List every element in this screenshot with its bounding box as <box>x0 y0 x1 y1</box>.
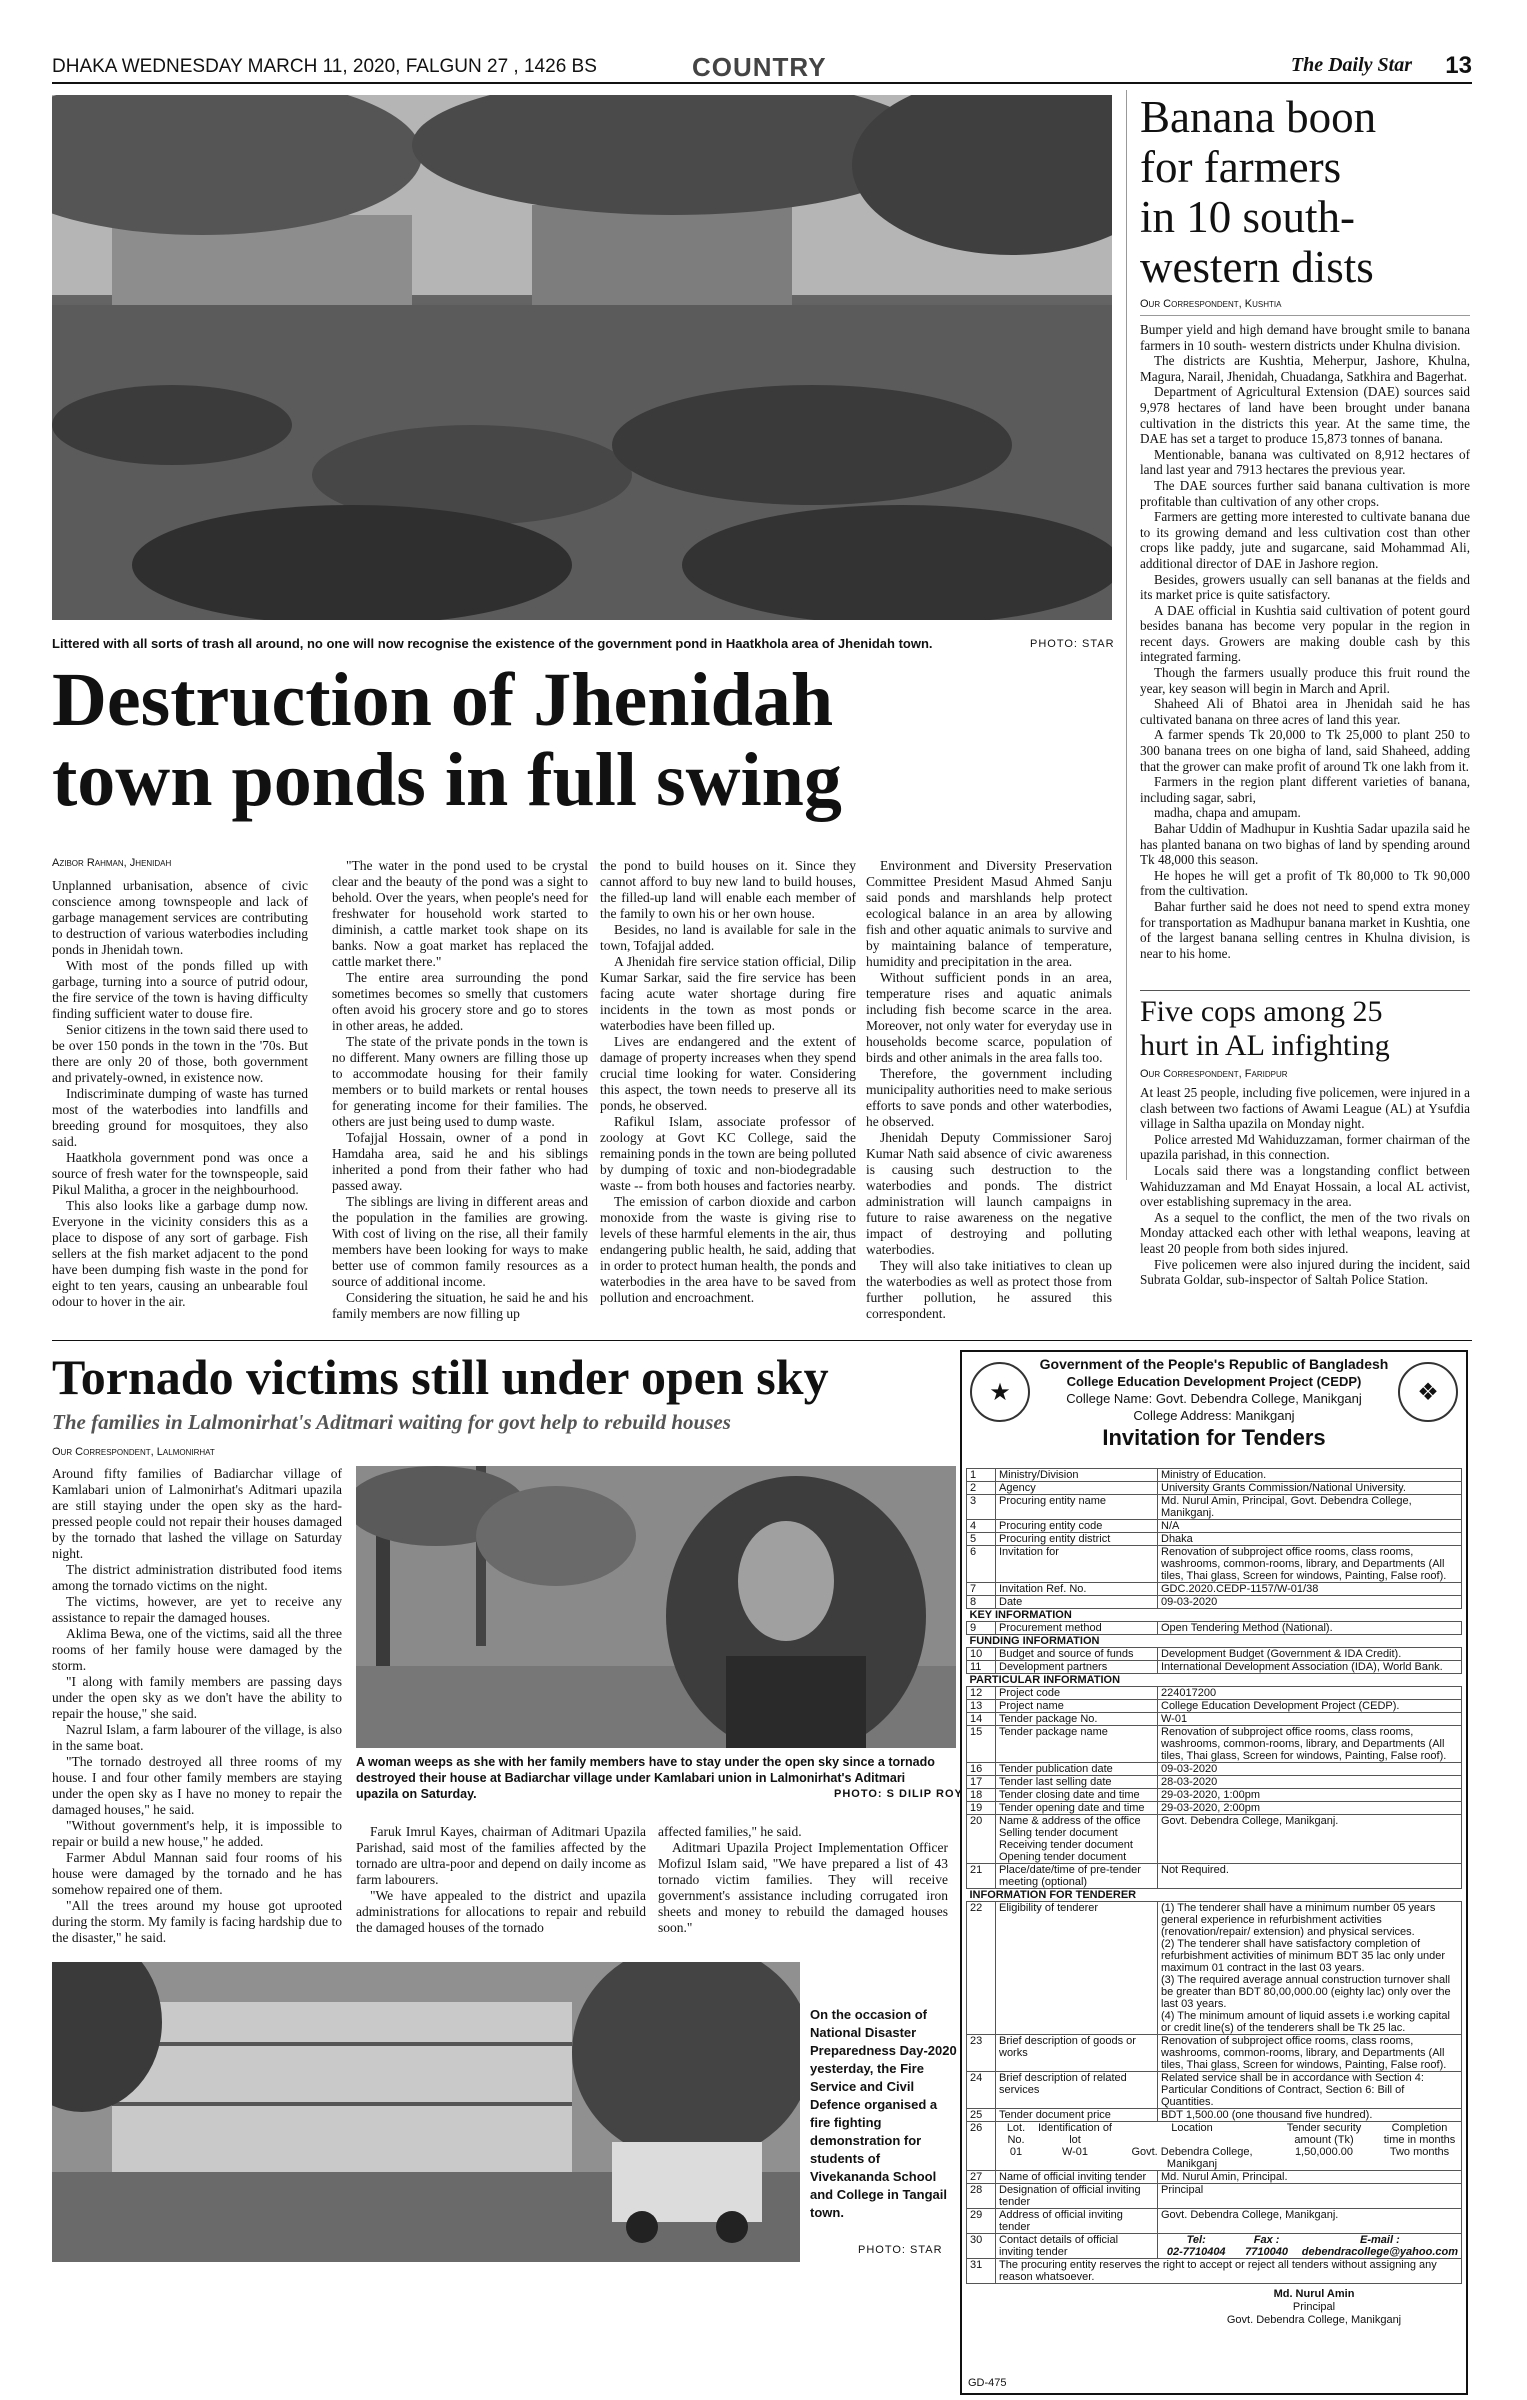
lot-value: Two months <box>1389 2146 1450 2158</box>
paragraph: Five policemen were also injured during the incident, said Subrata Goldar, sub-inspector of Saltah Police Station. <box>1140 1256 1470 1288</box>
row-number: 5 <box>967 1533 996 1546</box>
tender-section-heading <box>967 1889 1462 1902</box>
paragraph: A DAE official in Kushtia said cultivation of potent gourd besides banana has become very popular in the region in recent days. Growers are making double cash by this integrated farming. <box>1140 602 1470 665</box>
jhenidah-column-4 <box>866 858 1112 1322</box>
row-label: Name & address of the office Selling tender document Receiving tender document Opening tender document <box>996 1815 1158 1864</box>
row-value <box>1158 2234 1462 2259</box>
pond-photo-caption: Littered with all sorts of trash all around, no one will now recognise the existence of the government pond in Haatkhola area of Jhenidah town. <box>52 636 933 651</box>
paragraph: Rafikul Islam, associate professor of zoology at Govt KC College, said the remaining ponds in the town are being polluted by dumping of toxic and non-biodegradable waste -- from both houses and factories nearby. <box>600 1114 856 1193</box>
contact-email: debendracollege@yahoo.com <box>1301 2246 1458 2258</box>
tender-row <box>967 1622 1462 1635</box>
contact-tel: 02-7710404 <box>1166 2246 1226 2258</box>
row-value: 28-03-2020 <box>1158 1776 1462 1789</box>
lot-value: 1,50,000.00 <box>1294 2146 1354 2158</box>
row-value: Govt. Debendra College, Manikganj. <box>1158 2209 1462 2234</box>
row-number: 14 <box>967 1713 996 1726</box>
lot-value: W-01 <box>1061 2146 1089 2158</box>
tender-row <box>967 1546 1462 1583</box>
cops-headline-line: hurt in AL infighting <box>1140 1029 1390 1062</box>
row-number: 16 <box>967 1763 996 1776</box>
pond-photo-credit: PHOTO: STAR <box>1030 638 1115 650</box>
row-label: Tender opening date and time <box>996 1802 1158 1815</box>
paragraph: "I along with family members are passing days under the open sky as we don't have the ability to repair the house," she said. <box>52 1674 342 1721</box>
paragraph: Considering the situation, he said he and his family members are now filling up <box>332 1290 588 1321</box>
row-value: 224017200 <box>1158 1687 1462 1700</box>
row-label: Procurement method <box>996 1622 1158 1635</box>
row-number: 24 <box>967 2072 996 2109</box>
tender-row <box>967 1533 1462 1546</box>
row-label: Procuring entity name <box>996 1495 1158 1520</box>
row-value: W-01 <box>1158 1713 1462 1726</box>
row-number: 23 <box>967 2035 996 2072</box>
tender-row <box>967 2184 1462 2209</box>
tender-row <box>967 1482 1462 1495</box>
tender-row-reserve <box>967 2259 1462 2284</box>
tender-row <box>967 1596 1462 1609</box>
tender-ref: GD-475 <box>968 2377 1007 2389</box>
jhenidah-column-3 <box>600 858 856 1306</box>
tender-title-gov: Government of the People's Republic of Bangladesh <box>1039 1356 1389 1372</box>
paragraph: The siblings are living in different areas and the population in the families are growing. With cost of living on the rise, all their family members have been looking for ways to make better use of common family resources as a source of additional income. <box>332 1194 588 1289</box>
header-rule <box>52 82 1472 84</box>
row-number: 17 <box>967 1776 996 1789</box>
paragraph: Mentionable, banana was cultivated on 8,912 hectares of land last year and 7913 hectares the previous year. <box>1140 446 1470 478</box>
paragraph: "We have appealed to the district and upazila administrations for allocations to repair and rebuild the damaged houses of the tornado <box>356 1888 646 1935</box>
row-value: Related service shall be in accordance with Section 4: Particular Conditions of Contract, Section 6: Bill of Quantities. <box>1158 2072 1462 2109</box>
row-number: 6 <box>967 1546 996 1583</box>
paragraph: Environment and Diversity Preservation Committee President Masud Ahmed Sanju said ponds and marshlands help protect ecological balance in an area by allowing fish and other aquatic animals to survive and by maintaining balance of temperature, humidity and precipitation in the area. <box>866 858 1112 969</box>
tender-title-address: College Address: Manikganj <box>1133 1408 1295 1423</box>
paragraph: At least 25 people, including five policemen, were injured in a clash between two factions of Awami League (AL) at Ysufdia village in Saltha upazila on Monday night. <box>1140 1085 1470 1132</box>
tender-row <box>967 1802 1462 1815</box>
row-value: Not Required. <box>1158 1864 1462 1889</box>
row-label: Tender publication date <box>996 1763 1158 1776</box>
tornado-column-3 <box>658 1824 948 1936</box>
tender-header <box>966 1356 1462 1468</box>
row-value: 29-03-2020, 2:00pm <box>1158 1802 1462 1815</box>
tornado-photo-illustration <box>356 1466 956 1748</box>
eligibility-item: (3) The required average annual construction turnover shall be greater than BDT 80,00,000.00 (eighty lac) only over the last 03 years. <box>1161 1974 1451 2010</box>
paragraph: The DAE sources further said banana cultivation is more profitable than cultivation of any other crops. <box>1140 477 1470 509</box>
paragraph: Around fifty families of Badiarchar village of Kamlabari union of Lalmonirhat's Aditmari upazila are still staying under the open sky as the hard-pressed people could not repair their houses damaged by the tornado that lashed the village on Saturday night. <box>52 1466 342 1561</box>
row-number: 30 <box>967 2234 996 2259</box>
tender-row <box>967 1776 1462 1789</box>
tender-row <box>967 2171 1462 2184</box>
row-label: Project code <box>996 1687 1158 1700</box>
paragraph: Police arrested Md Wahiduzzaman, former chairman of the upazila parishad, in this connection. <box>1140 1131 1470 1163</box>
tender-row <box>967 2072 1462 2109</box>
cedp-logo-icon: ❖ <box>1398 1362 1458 1422</box>
paragraph: Unplanned urbanisation, absence of civic conscience among townspeople and lack of garbage management services are contributing to destruction of various waterbodies including ponds in Jhenidah town. <box>52 878 308 957</box>
section-heading-text: INFORMATION FOR TENDERER <box>967 1889 1462 1902</box>
tender-table <box>966 1468 1462 2284</box>
banana-body <box>1140 322 1470 961</box>
paragraph: The entire area surrounding the pond sometimes becomes so smelly that customers often avoid his grocery store and go to stores in other areas, he added. <box>332 970 588 1033</box>
tornado-headline: Tornado victims still under open sky <box>52 1349 829 1405</box>
paragraph: Tofajjal Hossain, owner of a pond in Hamdaha area, said he and his siblings inherited a pond from their father who had passed away. <box>332 1130 588 1193</box>
row-value: University Grants Commission/National University. <box>1158 1482 1462 1495</box>
tender-signature <box>1166 2288 1462 2327</box>
college-logo-icon: ★ <box>970 1362 1030 1422</box>
tender-row <box>967 2035 1462 2072</box>
jhenidah-headline-line2: town ponds in full swing <box>52 738 842 822</box>
row-value: Development Budget (Government & IDA Credit). <box>1158 1648 1462 1661</box>
jhenidah-byline: Azibor Rahman, Jhenidah <box>52 857 172 869</box>
row-label: Procuring entity code <box>996 1520 1158 1533</box>
paragraph: madha, chapa and amupam. <box>1154 805 1301 821</box>
row-number: 15 <box>967 1726 996 1763</box>
row-label: Invitation for <box>996 1546 1158 1583</box>
row-number: 12 <box>967 1687 996 1700</box>
lot-header: Location <box>1171 2122 1213 2134</box>
section-rule <box>52 1340 1472 1341</box>
paragraph: Farmer Abdul Mannan said four rooms of his house were damaged by the tornado and he has somehow repaired one of them. <box>52 1850 342 1897</box>
paragraph: The district administration distributed food items among the tornado victims on the night. <box>52 1562 342 1593</box>
signatory-college: Govt. Debendra College, Manikganj <box>1226 2314 1402 2326</box>
paragraph: Besides, no land is available for sale in the town, Tofajjal added. <box>600 922 856 953</box>
paragraph: A Jhenidah fire service station official, Dilip Kumar Sarkar, said the fire service has been facing acute water shortage during fire incidents in the town as most ponds or waterbodies have been filled up. <box>600 954 856 1033</box>
row-number: 1 <box>967 1469 996 1482</box>
paragraph: Farmers in the region plant different varieties of banana, including sagar, sabri, <box>1140 774 1470 805</box>
paragraph: Farmers are getting more interested to cultivate banana due to its growing demand and less cultivation cost than other crops like paddy, jute and sugarcane, said Mohammad Ali, additional director of DAE in Jashore region. <box>1140 509 1470 571</box>
paragraph: Department of Agricultural Extension (DAE) sources said 9,978 hectares of land have been brought under banana cultivation in the districts this year. At the same time, the DAE has set a target to produce 15,873 tonnes of banana. <box>1140 384 1470 447</box>
paragraph: They will also take initiatives to clean up the waterbodies as well as protect those from further pollution, he assured this correspondent. <box>866 1258 1112 1321</box>
cops-headline <box>1140 995 1470 1063</box>
paragraph: Aditmari Upazila Project Implementation Officer Mofizul Islam said, "We have prepared a list of 43 tornado victim families. They will receive government's assistance including corrugated iron sheets and money to rebuild the damaged houses soon." <box>658 1840 948 1935</box>
row-value: College Education Development Project (CEDP). <box>1158 1700 1462 1713</box>
row-number: 26 <box>967 2122 996 2171</box>
paragraph: the pond to build houses on it. Since they cannot afford to buy new land to build houses, the filled-up land will enable each member of the family to own his or her own house. <box>600 858 856 921</box>
row-value: 09-03-2020 <box>1158 1763 1462 1776</box>
banana-headline-line: in 10 south- <box>1140 192 1356 242</box>
row-number: 22 <box>967 1902 996 2035</box>
tender-section-heading <box>967 1674 1462 1687</box>
pond-photo-illustration <box>52 95 1112 620</box>
tender-row <box>967 1700 1462 1713</box>
row-label: Agency <box>996 1482 1158 1495</box>
tender-row <box>967 2109 1462 2122</box>
row-label: Tender last selling date <box>996 1776 1158 1789</box>
tender-section-heading <box>967 1635 1462 1648</box>
row-label: Brief description of goods or works <box>996 2035 1158 2072</box>
jhenidah-column-1 <box>52 878 308 1310</box>
row-number: 20 <box>967 1815 996 1864</box>
tender-section-heading <box>967 1609 1462 1622</box>
row-label: Tender closing date and time <box>996 1789 1158 1802</box>
fire-drill-photo <box>52 1962 800 2262</box>
jhenidah-column-2 <box>332 858 588 1322</box>
lot-header: Identification of lot <box>1038 2122 1112 2146</box>
tornado-byline: Our Correspondent, Lalmonirhat <box>52 1446 215 1458</box>
row-number: 21 <box>967 1864 996 1889</box>
tender-row-contact <box>967 2234 1462 2259</box>
row-label: Development partners <box>996 1661 1158 1674</box>
row-number: 4 <box>967 1520 996 1533</box>
tender-row <box>967 1815 1462 1864</box>
paragraph: "The tornado destroyed all three rooms of my house. I and four other family members are staying under the open sky as I have no money to repair the damaged houses," he said. <box>52 1754 342 1817</box>
row-label: Procuring entity district <box>996 1533 1158 1546</box>
paragraph: With most of the ponds filled up with garbage, turning into a source of putrid odour, the fire service of the town is having difficulty finding sufficient water to douse fire. <box>52 958 308 1021</box>
fire-drill-credit: PHOTO: STAR <box>858 2244 943 2256</box>
page-header <box>52 52 1472 82</box>
paragraph: Indiscriminate dumping of waste has turned most of the waterbodies into landfills and breeding ground for mosquitoes, they also said. <box>52 1086 308 1149</box>
eligibility-item: (1) The tenderer shall have a minimum number 05 years general experience in refurbishment activities (renovation/repair/ extension) and physical services. <box>1161 1902 1436 1938</box>
tender-row <box>967 1583 1462 1596</box>
paragraph: He hopes he will get a profit of Tk 80,000 to Tk 90,000 from the cultivation. <box>1140 867 1470 899</box>
row-label: Contact details of official inviting tender <box>996 2234 1158 2259</box>
row-value: Ministry of Education. <box>1158 1469 1462 1482</box>
paragraph: Bumper yield and high demand have brought smile to banana farmers in 10 south- western districts under Khulna division. <box>1140 322 1470 353</box>
row-value: 09-03-2020 <box>1158 1596 1462 1609</box>
row-value: The procuring entity reserves the right to accept or reject all tenders without assigning any reason whatsoever. <box>996 2259 1462 2284</box>
paragraph: "All the trees around my house got uprooted during the storm. My family is facing hardship due to the disaster," he said. <box>52 1898 342 1945</box>
row-number: 31 <box>967 2259 996 2284</box>
lot-header: Completion time in months <box>1383 2122 1456 2146</box>
row-label: Ministry/Division <box>996 1469 1158 1482</box>
signatory-title: Principal <box>1292 2301 1336 2313</box>
tender-row <box>967 1520 1462 1533</box>
row-number: 10 <box>967 1648 996 1661</box>
banana-headline-line: for farmers <box>1140 142 1342 192</box>
jhenidah-headline <box>52 660 1112 820</box>
row-label: Project name <box>996 1700 1158 1713</box>
paragraph: As a sequel to the conflict, the men of the two rivals on Monday attacked each other with lethal weapons, leaving at least 20 people from both sides injured. <box>1140 1209 1470 1256</box>
paragraph: Locals said there was a longstanding conflict between Wahiduzzaman and Md Enayat Hossain, a local AL activist, over establishing supremacy in the area. <box>1140 1162 1470 1210</box>
row-label: Invitation Ref. No. <box>996 1583 1158 1596</box>
tender-row <box>967 1687 1462 1700</box>
tender-row <box>967 1864 1462 1889</box>
cops-headline-line: Five cops among 25 <box>1140 995 1383 1028</box>
paragraph: Bahar further said he does not need to spend extra money for transportation as Madhupur banana market in Kushtia, one of the largest banana selling centres in Khulna division, is near to his home. <box>1140 898 1470 961</box>
paragraph: Lives are endangered and the extent of damage of property increases when they spend crucial time looking for water. Considering this aspect, the town needs to preserve all its ponds, he observed. <box>600 1034 856 1113</box>
contact-fax: 7710040 <box>1245 2246 1288 2258</box>
paragraph: The districts are Kushtia, Meherpur, Jashore, Khulna, Magura, Narail, Jhenidah, Chuadanga, Satkhira and Bagerhat. <box>1140 353 1470 384</box>
paragraph: Nazrul Islam, a farm labourer of the village, is also in the same boat. <box>52 1722 342 1753</box>
row-value: Md. Nurul Amin, Principal, Govt. Debendra College, Manikganj. <box>1158 1495 1462 1520</box>
row-value: Renovation of subproject office rooms, class rooms, washrooms, common-rooms, library, and Departments (All tiles, Thai glass, Screen for windows, Painting, False roof). <box>1158 1726 1462 1763</box>
divider <box>1140 990 1470 991</box>
row-value: Renovation of subproject office rooms, class rooms, washrooms, common-rooms, library, and Departments (All tiles, Thai glass, Screen for windows, Painting, False roof). <box>1158 1546 1462 1583</box>
row-label: Eligibility of tenderer <box>996 1902 1158 2035</box>
tender-title-college: College Name: Govt. Debendra College, Manikganj <box>1066 1391 1362 1406</box>
row-number: 11 <box>967 1661 996 1674</box>
tender-notice <box>960 1350 1468 2395</box>
paragraph: Shaheed Ali of Bhatoi area in Jhenidah said he has cultivated banana on three acres of land this year. <box>1140 696 1470 727</box>
row-label: Brief description of related services <box>996 2072 1158 2109</box>
row-label: Date <box>996 1596 1158 1609</box>
paragraph: Haatkhola government pond was once a source of fresh water for the townspeople, said Pikul Malitha, a grocer in the neighbourhood. <box>52 1150 308 1197</box>
paragraph: Therefore, the government including municipality authorities need to make serious efforts to save ponds and other waterbodies, he observed. <box>866 1066 1112 1129</box>
pond-photo <box>52 95 1112 620</box>
contact-email-label: E-mail : <box>1360 2234 1400 2246</box>
paragraph: Jhenidah Deputy Commissioner Saroj Kumar Nath said absence of civic awareness is causing such destruction to the waterbodies and ponds. The district administration will launch campaigns in future to raise awareness on the negative impact of destroying and polluting waterbodies. <box>866 1130 1112 1257</box>
tornado-photo-caption: A woman weeps as she with her family members have to stay under the open sky since a tornado destroyed their house at Badiarchar village under Kamlabari union in Lalmonirhat's Aditmari upazila on Saturday. <box>356 1755 935 1801</box>
row-number: 19 <box>967 1802 996 1815</box>
tender-title-invitation: Invitation for Tenders <box>1102 1425 1326 1450</box>
row-value: Md. Nurul Amin, Principal. <box>1158 2171 1462 2184</box>
signatory-name: Md. Nurul Amin <box>1273 2288 1355 2300</box>
row-label: Tender document price <box>996 2109 1158 2122</box>
lot-value: Govt. Debendra College, Manikganj <box>1131 2146 1253 2170</box>
row-number: 9 <box>967 1622 996 1635</box>
paragraph: The state of the private ponds in the town is no different. Many owners are filling those up to accommodate housing for their family members or to build markets or rental houses for generating income for their families. The others are just being used to dump waste. <box>332 1034 588 1129</box>
cops-byline: Our Correspondent, Faridpur <box>1140 1068 1288 1080</box>
paragraph: The victims, however, are yet to receive any assistance to repair the damaged houses. <box>52 1594 342 1625</box>
row-value: Renovation of subproject office rooms, class rooms, washrooms, common-rooms, library, and Departments (All tiles, Thai glass, Screen for windows, Painting, False roof). <box>1158 2035 1462 2072</box>
row-number: 7 <box>967 1583 996 1596</box>
tornado-photo <box>356 1466 956 1748</box>
row-value: Principal <box>1158 2184 1462 2209</box>
row-number: 18 <box>967 1789 996 1802</box>
divider <box>1140 315 1470 316</box>
paragraph: "The water in the pond used to be crystal clear and the beauty of the pond was a sight to behold. Over the years, when people's need for freshwater for household work started to diminish, a cattle market took shape on its banks. Now a goat market has replaced the cattle market there." <box>332 858 588 969</box>
banana-headline-line: western dists <box>1140 242 1374 292</box>
tender-row-eligibility <box>967 1902 1462 2035</box>
paragraph: Senior citizens in the town said there used to be over 150 ponds in the town in the '70s. But there are only 20 of those, both government and privately-owned, in existence now. <box>52 1022 308 1085</box>
section-heading-text: KEY INFORMATION <box>967 1609 1462 1622</box>
tornado-subhead: The families in Lalmonirhat's Aditmari waiting for govt help to rebuild houses <box>52 1410 731 1434</box>
section-name: COUNTRY <box>692 52 827 82</box>
row-label: Name of official inviting tender <box>996 2171 1158 2184</box>
row-label: Designation of official inviting tender <box>996 2184 1158 2209</box>
tender-row <box>967 1648 1462 1661</box>
paragraph: Aklima Bewa, one of the victims, said all the three rooms of her family house were damaged by the storm. <box>52 1626 342 1673</box>
row-number: 28 <box>967 2184 996 2209</box>
lot-header: Tender security amount (Tk) <box>1286 2122 1362 2146</box>
dateline: DHAKA WEDNESDAY MARCH 11, 2020, FALGUN 27 , 1426 BS <box>52 56 597 77</box>
tender-row <box>967 1763 1462 1776</box>
tender-row <box>967 1726 1462 1763</box>
row-number: 2 <box>967 1482 996 1495</box>
row-number: 29 <box>967 2209 996 2234</box>
tender-title-project: College Education Development Project (CEDP) <box>1066 1374 1362 1389</box>
paragraph: Without sufficient ponds in an area, temperature rises and aquatic animals including fish become scarce in the area. Moreover, not only water for everyday use in households become scarce, population of birds and other animals in the area falls too. <box>866 970 1112 1065</box>
row-number: 27 <box>967 2171 996 2184</box>
banana-byline: Our Correspondent, Kushtia <box>1140 298 1282 310</box>
eligibility-item: (4) The minimum amount of liquid assets i.e working capital or credit line(s) of the tenderers shall be Tk 25 lac. <box>1161 2010 1450 2034</box>
banana-headline <box>1140 92 1470 292</box>
contact-tel-label: Tel: <box>1186 2234 1206 2246</box>
tender-row <box>967 1713 1462 1726</box>
paragraph: Bahar Uddin of Madhupur in Kushtia Sadar upazila said he has planted banana on two bighas of land by spending around Tk 48,000 this season. <box>1140 821 1470 868</box>
lot-value: 01 <box>1009 2146 1023 2158</box>
row-value <box>1158 1902 1462 2035</box>
fire-drill-illustration <box>52 1962 800 2262</box>
row-value: BDT 1,500.00 (one thousand five hundred). <box>1158 2109 1462 2122</box>
tender-row <box>967 1469 1462 1482</box>
lot-header: Lot. No. <box>1006 2122 1026 2146</box>
tender-row <box>967 2209 1462 2234</box>
row-label: Place/date/time of pre-tender meeting (optional) <box>996 1864 1158 1889</box>
section-heading-text: FUNDING INFORMATION <box>967 1635 1462 1648</box>
jhenidah-headline-line1: Destruction of Jhenidah <box>52 658 834 742</box>
contact-fax-label: Fax : <box>1253 2234 1280 2246</box>
row-number: 25 <box>967 2109 996 2122</box>
paragraph: Faruk Imrul Kayes, chairman of Aditmari Upazila Parishad, said most of the families affected by the tornado are ultra-poor and depend on daily income as farm labourers. <box>356 1824 646 1887</box>
paragraph: This also looks like a garbage dump now. Everyone in the vicinity considers this as a place to dispose of any sort of garbage. Fish sellers at the fish market adjacent to the pond have been dumping fish waste in the pond for eight to ten years, causing an unbearable foul odour to hover in the air. <box>52 1198 308 1309</box>
tender-row-lots <box>967 2122 1462 2171</box>
row-label: Tender package name <box>996 1726 1158 1763</box>
row-label: Address of official inviting tender <box>996 2209 1158 2234</box>
paragraph: affected families," he said. <box>658 1824 802 1839</box>
paragraph: Besides, growers usually can sell bananas at the fields and its market price is quite satisfactory. <box>1140 571 1470 603</box>
paragraph: Though the farmers usually produce this fruit round the year, key season will begin in March and April. <box>1140 665 1470 696</box>
paragraph: The emission of carbon dioxide and carbon monoxide from the waste is giving rise to levels of these harmful elements in the air, thus endangering public health, he said, adding that in order to protect human health, the ponds and waterbodies in the area have to be saved from pollution and encroachment. <box>600 1194 856 1305</box>
row-label: Tender package No. <box>996 1713 1158 1726</box>
paragraph: "Without government's help, it is impossible to repair or build a new house," he added. <box>52 1818 342 1849</box>
tornado-column-1 <box>52 1466 342 1946</box>
section-heading-text: PARTICULAR INFORMATION <box>967 1674 1462 1687</box>
row-value: Govt. Debendra College, Manikganj. <box>1158 1815 1462 1864</box>
tornado-column-2 <box>356 1824 646 1936</box>
page-number: 13 <box>1445 52 1472 79</box>
row-number: 3 <box>967 1495 996 1520</box>
eligibility-item: (2) The tenderer shall have satisfactory completion of refurbishment activities of minimum BDT 35 lac only under maximum 01 contract in the last 03 years. <box>1161 1938 1446 1974</box>
row-value: 29-03-2020, 1:00pm <box>1158 1789 1462 1802</box>
tender-row <box>967 1495 1462 1520</box>
lot-grid <box>996 2122 1462 2171</box>
paragraph: A farmer spends Tk 20,000 to Tk 25,000 to plant 250 to 300 banana trees on one bigha of land, said Shaheed, adding that the grower can make profit of around Tk one lakh from it. <box>1140 727 1470 774</box>
masthead: The Daily Star <box>1290 54 1412 76</box>
row-value: Open Tendering Method (National). <box>1158 1622 1462 1635</box>
tornado-photo-credit: PHOTO: S DILIP ROY <box>834 1788 963 1800</box>
row-value: Dhaka <box>1158 1533 1462 1546</box>
tender-row <box>967 1661 1462 1674</box>
row-label: Budget and source of funds <box>996 1648 1158 1661</box>
tender-row <box>967 1789 1462 1802</box>
row-number: 8 <box>967 1596 996 1609</box>
row-value: International Development Association (IDA), World Bank. <box>1158 1661 1462 1674</box>
cops-body <box>1140 1085 1470 1288</box>
banana-headline-line: Banana boon <box>1140 92 1377 142</box>
fire-drill-caption: On the occasion of National Disaster Preparedness Day-2020 yesterday, the Fire Service and Civil Defence organised a fire fighting demonstration for students of Vivekananda School and College in Tangail town. <box>810 2007 957 2220</box>
row-number: 13 <box>967 1700 996 1713</box>
row-value: GDC.2020.CEDP-1157/W-01/38 <box>1158 1583 1462 1596</box>
row-value: N/A <box>1158 1520 1462 1533</box>
